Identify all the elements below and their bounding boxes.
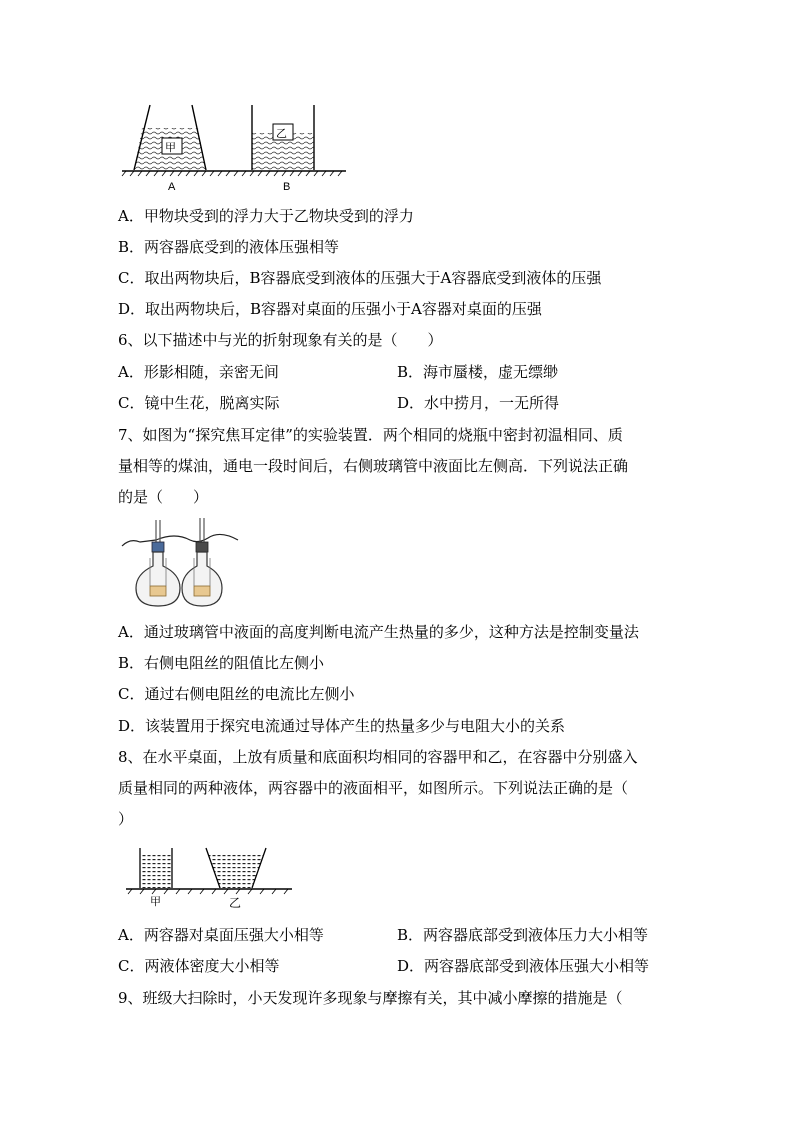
q5-option-a: A．甲物块受到的浮力大于乙物块受到的浮力	[118, 207, 414, 225]
q8-stem-line-2: 质量相同的两种液体，两容器中的液面相平，如图所示。下列说法正确的是（	[118, 779, 629, 797]
q6-option-a: A．形影相随，亲密无间	[118, 363, 279, 381]
block-yi-label: 乙	[276, 127, 287, 140]
q7-option-b: B．右侧电阻丝的阻值比左侧小	[118, 654, 325, 672]
container-a	[134, 105, 206, 170]
q7-option-c: C．通过右侧电阻丝的电流比左侧小	[118, 685, 355, 703]
q8-stem-line-1: 8、在水平桌面，上放有质量和底面积均相同的容器甲和乙，在容器中分别盛入	[118, 748, 638, 766]
container-jia	[140, 848, 172, 888]
q7-option-d: D．该装置用于探究电流通过导体产生的热量多少与电阻大小的关系	[118, 717, 566, 735]
q5-option-d: D．取出两物块后，B容器对桌面的压强小于A容器对桌面的压强	[118, 300, 542, 318]
left-flask	[136, 520, 180, 606]
q8-stem-line-3: ）	[118, 810, 134, 828]
q5-figure	[120, 100, 350, 195]
label-a: A	[168, 181, 176, 193]
q6-option-d: D．水中捞月，一无所得	[397, 394, 560, 412]
q7-figure	[120, 518, 242, 610]
label-jia: 甲	[150, 895, 161, 908]
q8-option-a: A．两容器对桌面压强大小相等	[118, 926, 324, 944]
q7-stem-line-1: 7、如图为“探究焦耳定律”的实验装置．两个相同的烧瓶中密封初温相同、质	[118, 426, 623, 444]
wire	[122, 534, 238, 546]
q7-stem-line-2: 量相等的煤油，通电一段时间后，右侧玻璃管中液面比左侧高．下列说法正确	[118, 457, 629, 475]
q7-stem-line-3: 的是（ ）	[118, 488, 209, 506]
container-yi	[206, 848, 266, 888]
q7-option-a: A．通过玻璃管中液面的高度判断电流产生热量的多少，这种方法是控制变量法	[118, 623, 639, 641]
q9-stem-line-1: 9、班级大扫除时，小天发现许多现象与摩擦有关，其中减小摩擦的措施是（	[118, 989, 623, 1007]
q8-option-d: D．两容器底部受到液体压强大小相等	[397, 957, 650, 975]
q5-option-c: C．取出两物块后，B容器底受到液体的压强大于A容器底受到液体的压强	[118, 269, 602, 287]
q6-stem: 6、以下描述中与光的折射现象有关的是（ ）	[118, 331, 443, 349]
q5-option-b: B．两容器底受到的液体压强相等	[118, 238, 340, 256]
label-yi: 乙	[229, 896, 242, 910]
right-flask	[182, 518, 222, 606]
q8-option-c: C．两液体密度大小相等	[118, 957, 280, 975]
block-jia-label: 甲	[165, 141, 176, 154]
q6-option-b: B．海市蜃楼，虚无缥缈	[397, 363, 559, 381]
q8-option-b: B．两容器底部受到液体压力大小相等	[397, 926, 649, 944]
label-b: B	[283, 181, 291, 193]
q8-figure	[122, 842, 297, 912]
q6-option-c: C．镜中生花，脱离实际	[118, 394, 280, 412]
